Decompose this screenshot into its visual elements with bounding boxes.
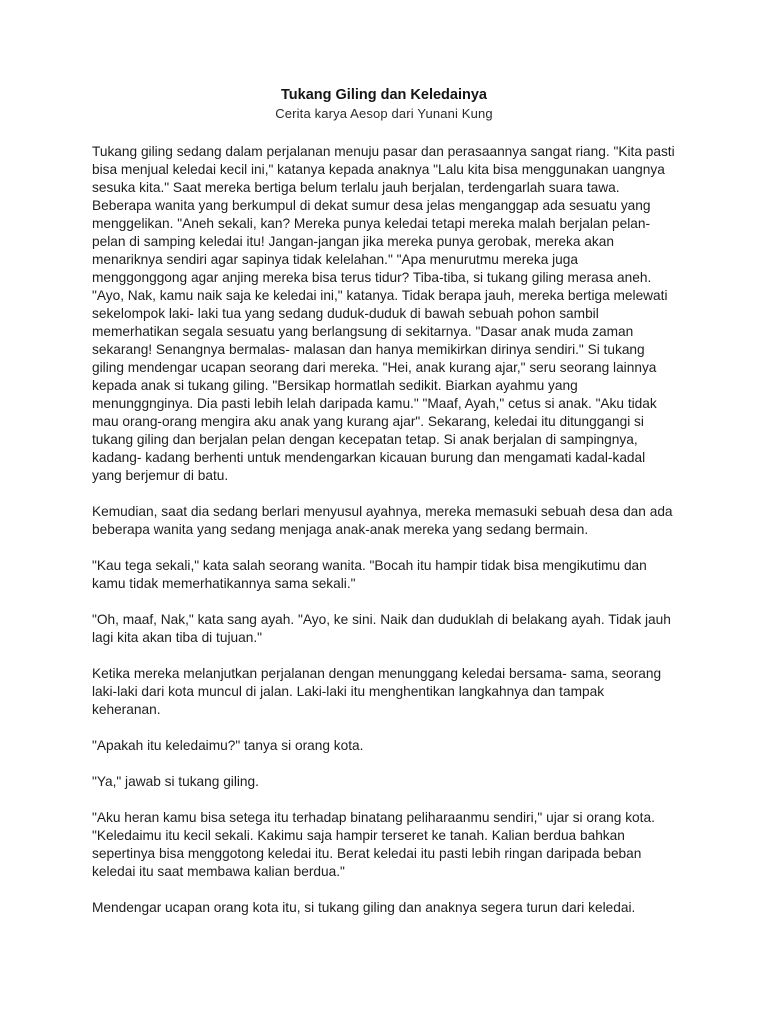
paragraph: Kemudian, saat dia sedang berlari menyusul ayahnya, mereka memasuki sebuah desa dan ada beberapa wanita yang sedang menjaga anak-anak mereka yang sedang bermain.	[92, 504, 673, 537]
document-body	[92, 143, 676, 917]
paragraph: "Oh, maaf, Nak," kata sang ayah. "Ayo, ke sini. Naik dan duduklah di belakang ayah. Tidak jauh lagi kita akan tiba di tujuan."	[92, 612, 671, 645]
paragraph: Mendengar ucapan orang kota itu, si tukang giling dan anaknya segera turun dari keledai.	[92, 900, 636, 915]
document-subtitle: Cerita karya Aesop dari Yunani Kung	[275, 106, 493, 121]
paragraph: "Kau tega sekali," kata salah seorang wanita. "Bocah itu hampir tidak bisa mengikutimu dan kamu tidak memerhatikannya sama sekali."	[92, 558, 647, 591]
paragraph: "Apakah itu keledaimu?" tanya si orang kota.	[92, 738, 364, 753]
paragraph: "Ya," jawab si tukang giling.	[92, 774, 259, 789]
paragraph: Ketika mereka melanjutkan perjalanan dengan menunggang keledai bersama- sama, seorang laki-laki dari kota muncul di jalan. Laki-laki itu menghentikan langkahnya dan tampak keheranan.	[92, 666, 662, 717]
document-title: Tukang Giling dan Keledainya	[281, 87, 487, 103]
paragraph: "Aku heran kamu bisa setega itu terhadap binatang peliharaanmu sendiri," ujar si orang kota. "Keledaimu itu kecil sekali. Kakimu saja hampir terseret ke tanah. Kalian berdua bahkan sepertinya bisa menggotong keledai itu. Berat keledai itu pasti lebih ringan daripada beban keledai itu saat membawa kalian berdua."	[92, 810, 655, 879]
paragraph: Tukang giling sedang dalam perjalanan menuju pasar dan perasaannya sangat riang. "Kita pasti bisa menjual keledai kecil ini," katanya kepada anaknya "Lalu kita bisa menggunakan uangnya sesuka kita." Saat mereka bertiga belum terlalu jauh berjalan, terdengarlah suara tawa. Beberapa wanita yang berkumpul di dekat sumur desa jelas menganggap ada sesuatu yang menggelikan. "Aneh sekali, kan? Mereka punya keledai tetapi mereka malah berjalan pelan-pelan di samping keledai itu! Jangan-jangan jika mereka punya gerobak, mereka akan menariknya sendiri agar sapinya tidak kelelahan." "Apa menurutmu mereka juga menggonggong agar anjing mereka bisa terus tidur? Tiba-tiba, si tukang giling merasa aneh. "Ayo, Nak, kamu naik saja ke keledai ini," katanya. Tidak berapa jauh, mereka bertiga melewati sekelompok laki- laki tua yang sedang duduk-duduk di bawah sebuah pohon sambil memerhatikan segala sesuatu yang berlangsung di sekitarnya. "Dasar anak muda zaman sekarang! Senangnya bermalas- malasan dan hanya memikirkan dirinya sendiri." Si tukang giling mendengar ucapan seorang dari mereka. "Hei, anak kurang ajar," seru seorang lainnya kepada anak si tukang giling. "Bersikap hormatlah sedikit. Biarkan ayahmu yang menunggnginya. Dia pasti lebih lelah daripada kamu." "Maaf, Ayah," cetus si anak. "Aku tidak mau orang-orang mengira aku anak yang kurang ajar". Sekarang, keledai itu ditunggangi si tukang giling dan berjalan pelan dengan kecepatan tetap. Si anak berjalan di sampingnya, kadang- kadang berhenti untuk mendengarkan kicauan burung dan mengamati kadal-kadal yang berjemur di batu.	[92, 144, 675, 483]
